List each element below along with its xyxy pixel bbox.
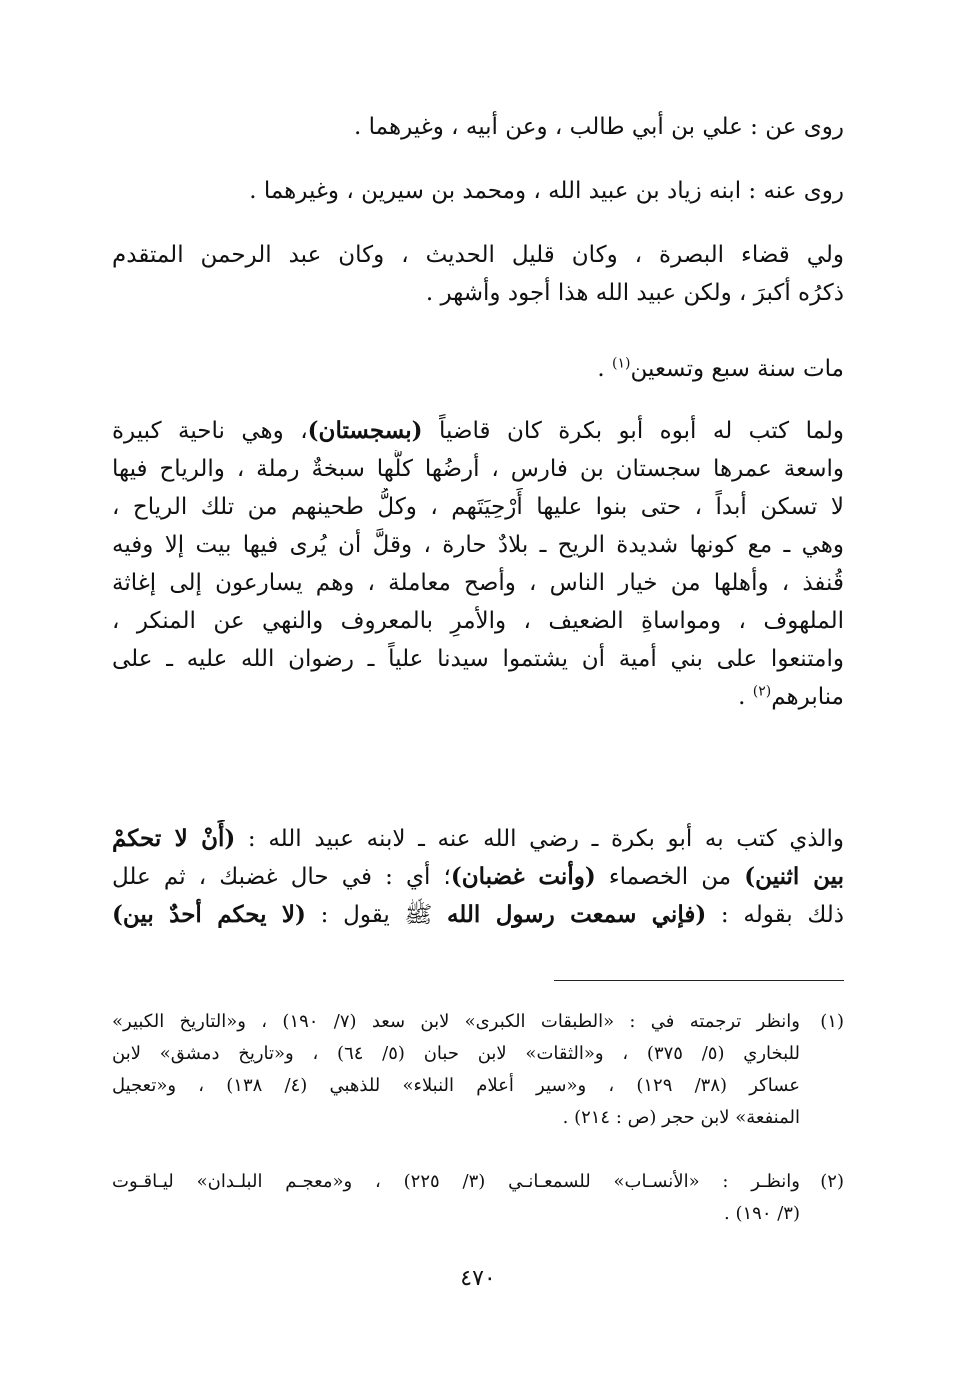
sijistan-line-2: واسعة عمرها سجستان بن فارس ، أرضُها كلُّها سبخةٌ رملة ، والرياح فيها — [112, 456, 844, 482]
letter-line-3-b: يقول : — [305, 902, 390, 928]
sijistan-line-5: قُنفذ ، وأهلها من خيار الناس ، وأصح معاملة ، وهم يسارعون إلى إغاثة — [112, 570, 844, 596]
death-end: . — [597, 356, 613, 382]
letter-line-2 — [112, 858, 844, 896]
letter-quote-2: (وأنت غضبان) — [450, 863, 596, 890]
letter-quote-1: (أَنْ لا تحكمْ — [112, 825, 236, 852]
sijistan-last-end: . — [738, 684, 753, 710]
death-line — [112, 350, 844, 388]
sijistan-line-6: الملهوف ، ومواساةِ الضعيف ، والأمرِ بالمعروف والنهي عن المنكر ، — [112, 608, 844, 634]
sijistan-line-1-a: ولما كتب له أبوه أبو بكرة كان قاضياً — [422, 418, 844, 444]
death-text: مات سنة سبع وتسعين — [630, 356, 844, 382]
letter-quote-4: (لا يحكم أحدٌ بين) — [112, 901, 306, 928]
footnote-1-line-3: عساكر (٣٨/ ١٢٩) ، و«سير أعلام النبلاء» للذهبي (٤/ ١٣٨) ، و«تعجيل — [112, 1075, 800, 1096]
death-paragraph — [112, 350, 844, 388]
footnote-separator — [554, 980, 844, 981]
footnote-1-body — [112, 1006, 800, 1134]
letter-line-1 — [112, 820, 844, 858]
footnote-1-line-1: وانظر ترجمته في : «الطبقات الكبرى» لابن سعد (٧/ ١٩٠) ، و«التاريخ الكبير» — [112, 1011, 800, 1032]
sijistan-paragraph — [112, 412, 844, 716]
letter-line-1-a: والذي كتب به أبو بكرة ـ رضي الله عنه ـ لابنه عبيد الله : — [235, 826, 844, 852]
sijistan-line-4: وهي ـ مع كونها شديدة الريح ـ بلادٌ حارة ، وقلَّ أن يُرى فيها بيت إلا وفيه — [112, 532, 844, 558]
sijistan-line-1 — [112, 412, 844, 450]
judgeship-line-2: ذكرُه أكبرَ ، ولكن عبيد الله هذا أجود وأشهر . — [425, 280, 844, 306]
sijistan-line-1-b: ، وهي ناحية كبيرة — [112, 418, 308, 444]
letter-line-3 — [112, 896, 844, 934]
narrated-by-line: روى عنه : ابنه زياد بن عبيد الله ، ومحمد بن سيرين ، وغيرهما . — [249, 178, 844, 204]
footnote-2-line-1: وانظـر : «الأنسـاب» للسمعـانـي (٣/ ٢٢٥) ، و«معجـم البلـدان» ليـاقـوت — [112, 1171, 800, 1192]
letter-paragraph — [112, 820, 844, 934]
narrated-from-paragraph — [112, 108, 844, 146]
sijistan-last-text: منابرهم — [771, 684, 844, 710]
sijistan-line-8 — [112, 678, 844, 716]
footnote-2-number: (٢) — [820, 1171, 844, 1192]
sijistan-line-3: لا تسكن أبداً ، حتى بنوا عليها أَرْحِيَتَهم ، وكلُّ طحينهم من تلك الرياح ، — [112, 494, 844, 520]
footnote-ref-2[interactable]: (٢) — [752, 683, 772, 700]
footnote-1-line-4: المنفعة» لابن حجر (ص : ٢١٤) . — [562, 1107, 800, 1128]
footnote-ref-1[interactable]: (١) — [612, 355, 631, 372]
letter-line-3-a: ذلك بقوله : — [706, 902, 844, 928]
sijistan-line-7: وامتنعوا على بني أمية أن يشتموا سيدنا علياً ـ رضوان الله عليه ـ على — [112, 646, 844, 672]
narrated-from-line: روى عن : علي بن أبي طالب ، وعن أبيه ، وغيرهما . — [354, 114, 844, 140]
letter-line-2-b: ؛ أي : في حال غضبك ، ثم علل — [112, 864, 451, 890]
sijistan-name: (بسجستان) — [307, 417, 423, 444]
footnote-2-line-2: (٣/ ١٩٠) . — [724, 1203, 800, 1224]
salawat-glyph: ﷺ — [389, 902, 447, 928]
narrated-by-paragraph — [112, 172, 844, 210]
judgeship-paragraph — [112, 236, 844, 312]
page-number: ٤٧٠ — [460, 1266, 496, 1291]
letter-quote-3: (فإني سمعت رسول الله — [446, 901, 707, 928]
letter-quote-1-cont: بين اثنين) — [744, 863, 844, 890]
footnote-2-body — [112, 1166, 800, 1230]
letter-line-2-a: من الخصماء — [595, 864, 745, 890]
footnote-1-line-2: للبخاري (٥/ ٣٧٥) ، و«الثقات» لابن حبان (٥/ ٦٤) ، و«تاريخ دمشق» لابن — [112, 1043, 800, 1064]
footnote-1-number: (١) — [820, 1011, 844, 1032]
judgeship-line-1: ولي قضاء البصرة ، وكان قليل الحديث ، وكان عبد الرحمن المتقدم — [112, 242, 844, 268]
